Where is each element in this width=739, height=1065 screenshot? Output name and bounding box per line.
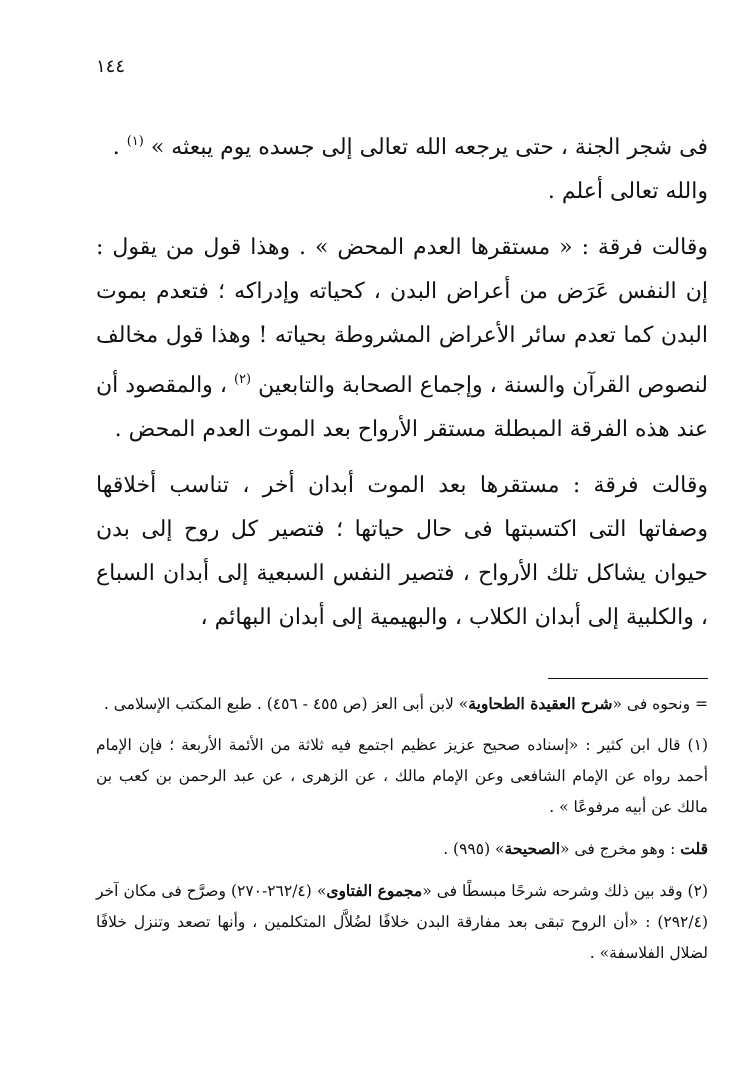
footnote-continuation <box>96 688 708 720</box>
footnotes <box>96 688 708 969</box>
book-page <box>96 48 708 1038</box>
paragraph-2 <box>96 226 708 452</box>
paragraph-1 <box>96 120 708 170</box>
footnote-divider <box>548 678 708 679</box>
paragraph-2-text-b: ، والمقصود أن عند هذه الفرقة المبطلة مستقر الأرواح بعد الموت العدم المحض . <box>96 373 708 442</box>
qult-a: : وهو مخرج فى « <box>560 840 676 858</box>
footnote-ref-1: (١) <box>126 134 144 149</box>
footnote-2 <box>96 875 708 969</box>
footnote-2-b: » (٢٦٢/٤-٢٧٠) وصرَّح فى مكان آخر (٢٩٢/٤) : «أن الروح تبقى بعد مفارقة البدن خلافًا لضُلاَّل المتكلمين ، وأنها تصعد وتنزل خلافًا لضلال الفلاسفة» . <box>96 882 708 962</box>
paragraph-3: وقالت فرقة : مستقرها بعد الموت أبدان أخر ، تناسب أخلاقها وصفاتها التى اكتسبتها فى حال حياتها ؛ فتصير كل روح إلى بدن حيوان يشاكل تلك الأرواح ، فتصير النفس السبعية إلى أبدان السباع ، والكلبية إلى أبدان الكلاب ، والبهيمية إلى أبدان البهائم ، <box>96 473 708 630</box>
paragraph-1-end: . <box>112 135 120 160</box>
footnote-ref-2: (٢) <box>233 372 252 387</box>
page-number <box>96 56 708 77</box>
footnote-continuation-b: » لابن أبى العز (ص ٤٥٥ - ٤٥٦) . طبع المكتب الإسلامى . <box>103 695 469 713</box>
footnote-continuation-a: = ونحوه فى « <box>612 695 708 713</box>
qult-bold: قلت <box>680 839 708 858</box>
footnote-qult <box>96 833 708 865</box>
footnote-continuation-bold: شرح العقيدة الطحاوية <box>468 694 613 713</box>
footnote-2-bold: مجموع الفتاوى <box>326 881 423 900</box>
qult-b: » (٩٩٥) . <box>443 840 505 858</box>
footnote-1: (١) قال ابن كثير : «إسناده صحيح عزيز عظيم اجتمع فيه ثلاثة من الأئمة الأربعة ؛ فإن الإمام أحمد رواه عن الإمام الشافعى وعن الإمام مالك ، عن الزهرى ، عن عبد الرحمن بن كعب بن مالك عن أبيه مرفوعًا » . <box>96 736 708 816</box>
paragraph-1-text: فى شجر الجنة ، حتى يرجعه الله تعالى إلى جسده يوم يبعثه » <box>150 135 708 160</box>
page-number-text: ١٤٤ <box>96 56 126 77</box>
qult-bold-2: الصحيحة <box>504 839 561 858</box>
main-text <box>96 120 708 640</box>
paragraph-1b: والله تعالى أعلم . <box>547 179 708 204</box>
paragraph-2-text-a: وقالت فرقة : « مستقرها العدم المحض » . وهذا قول من يقول : إن النفس عَرَض من أعراض البدن ، كحياته وإدراكه ؛ فتعدم بموت البدن كما تعدم سائر الأعراض المشروطة بحياته ! وهذا قول مخالف لنصوص القرآن والسنة ، وإجماع الصحابة والتابعين <box>96 235 708 398</box>
footnote-2-a: (٢) وقد بين ذلك وشرحه شرحًا مبسطًا فى « <box>422 882 708 900</box>
